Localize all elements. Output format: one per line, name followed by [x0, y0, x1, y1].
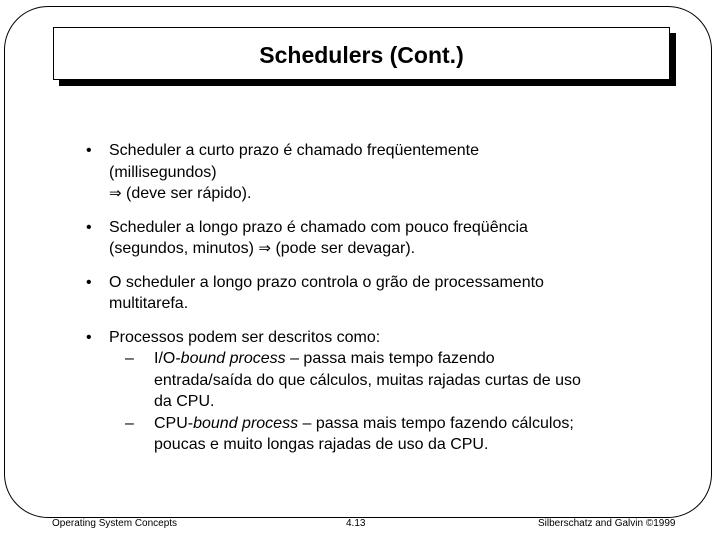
bullet-2-line-2b: (pode ser devagar).: [275, 240, 416, 257]
bullet-4-line-1: Processos podem ser descritos como:: [109, 328, 381, 346]
bullet-2-line-2a: (segundos, minutos): [109, 240, 254, 257]
sub-item-io-bound: [109, 348, 665, 413]
footer-course: Operating System Concepts: [52, 518, 178, 529]
implies-icon: ⇒: [109, 185, 122, 202]
sub-2-line-2: poucas e muito longas rajadas de uso da CPU.: [154, 436, 489, 453]
footer-page-number: 4.13: [346, 518, 366, 529]
sub-2-italic: bound process: [193, 414, 299, 432]
bullet-3-line-1: O scheduler a longo prazo controla o grão de processamento: [109, 273, 544, 291]
sub-1-italic: bound process: [180, 350, 286, 367]
bullet-icon: •: [86, 328, 92, 346]
sub-2-prefix: CPU-: [154, 414, 194, 432]
bullet-icon: •: [86, 218, 92, 236]
bullet-icon: •: [86, 273, 92, 291]
sub-1-line-2: entrada/saída do que cálculos, muitas rajadas curtas de uso: [154, 371, 581, 389]
sub-item-cpu-bound: [109, 413, 665, 456]
bullet-2-line-2: [109, 238, 665, 260]
bullet-3-line-2: multitarefa.: [109, 295, 189, 312]
sub-1-prefix: I/O-: [154, 350, 181, 367]
sub-1-line-1: [154, 348, 665, 370]
sub-2-line-1: [154, 413, 665, 435]
sub-dash: –: [125, 414, 134, 432]
bullet-item-3: [85, 272, 665, 315]
bullet-1-line-1: Scheduler a curto prazo é chamado freqüentemente: [109, 142, 480, 159]
bullet-1-line-3-text: (deve ser rápido).: [126, 185, 252, 202]
title-box: [53, 27, 670, 80]
footer-authors: Silberschatz and Galvin ©1999: [538, 518, 676, 529]
bullet-icon: •: [86, 142, 92, 159]
bullet-1-line-3: [109, 183, 665, 205]
sub-1-line-3: da CPU.: [154, 393, 215, 410]
bullet-1-line-2: (millisegundos): [109, 163, 217, 181]
sub-1-rest: – passa mais tempo fazendo: [285, 350, 495, 367]
bullet-item-2: [85, 217, 665, 260]
bullet-item-1: [85, 140, 665, 205]
slide-title: Schedulers (Cont.): [259, 42, 464, 68]
sub-2-rest: – passa mais tempo fazendo cálculos;: [298, 414, 574, 432]
bullet-list: [85, 140, 665, 468]
bullet-2-line-1: Scheduler a longo prazo é chamado com pouco freqüência: [109, 218, 528, 236]
sub-dash: –: [125, 350, 134, 367]
bullet-item-4: [85, 327, 665, 456]
implies-icon: ⇒: [258, 240, 271, 257]
